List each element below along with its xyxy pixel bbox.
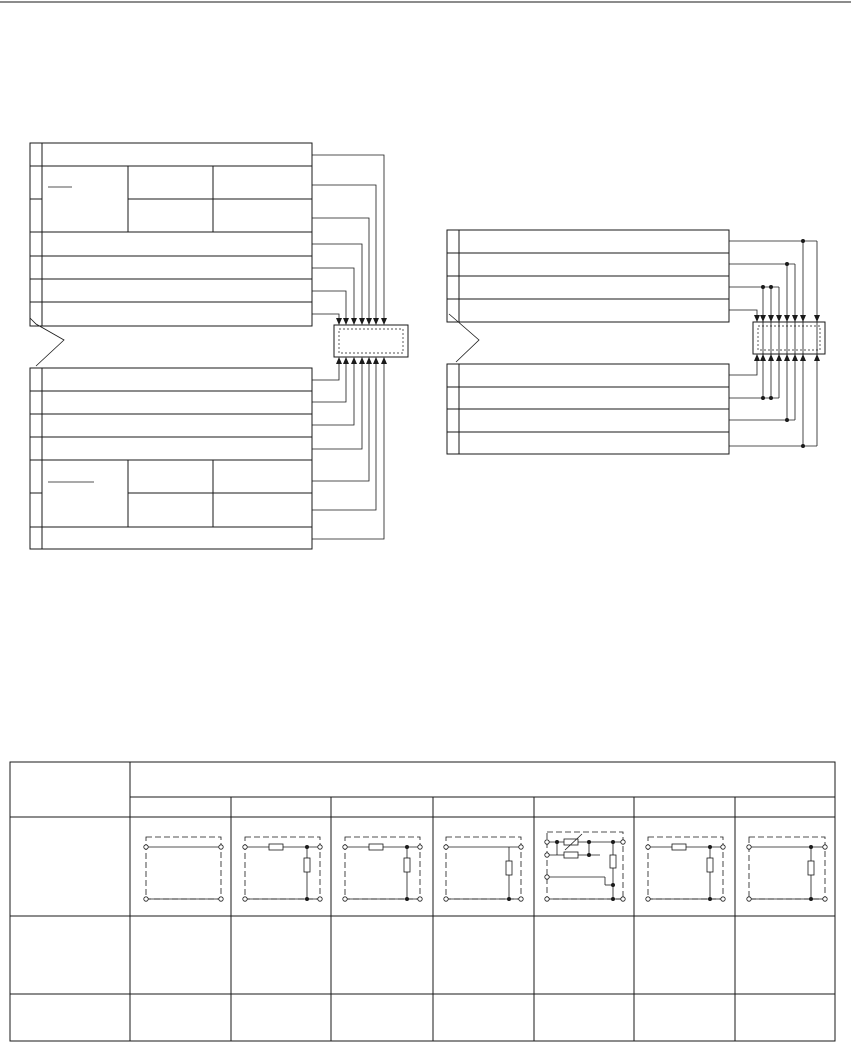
break-symbol: [449, 314, 479, 362]
bar: [447, 409, 729, 432]
circuit-symbol: [545, 832, 625, 901]
bar: [447, 387, 729, 409]
left-upper-connectors: [312, 155, 387, 325]
left-block-diagram: [30, 143, 408, 549]
table-frame: [10, 762, 835, 1041]
bar: [447, 230, 729, 253]
bar: [30, 437, 312, 460]
left-upper-bars: [30, 143, 312, 326]
bar: [447, 276, 729, 299]
circuit-symbol: [243, 837, 322, 901]
right-buses: [729, 239, 820, 448]
break-symbol: [30, 318, 64, 366]
bar: [30, 414, 312, 437]
circuit-symbol: [444, 837, 523, 901]
bar: [30, 302, 312, 326]
left-lower-connectors: [312, 357, 387, 539]
circuit-symbol: [144, 837, 223, 901]
bar: [447, 364, 729, 387]
left-lower-bars: [30, 368, 312, 549]
right-block-diagram: [447, 230, 825, 454]
circuit-table: [10, 762, 835, 1041]
circuit-symbol: [747, 837, 827, 901]
bar: [447, 253, 729, 276]
bar: [30, 368, 312, 391]
left-central-box: [334, 325, 408, 357]
bar: [447, 432, 729, 454]
bar: [30, 143, 312, 166]
bar: [30, 232, 312, 256]
bar: [30, 256, 312, 279]
circuit-symbol: [343, 837, 422, 901]
bar: [30, 279, 312, 302]
right-lower-bars: [447, 364, 729, 454]
bar: [30, 391, 312, 414]
circuit-symbol: [646, 837, 725, 901]
right-central-box: [753, 322, 825, 354]
bar: [447, 299, 729, 322]
bar: [30, 527, 312, 549]
right-upper-bars: [447, 230, 729, 322]
